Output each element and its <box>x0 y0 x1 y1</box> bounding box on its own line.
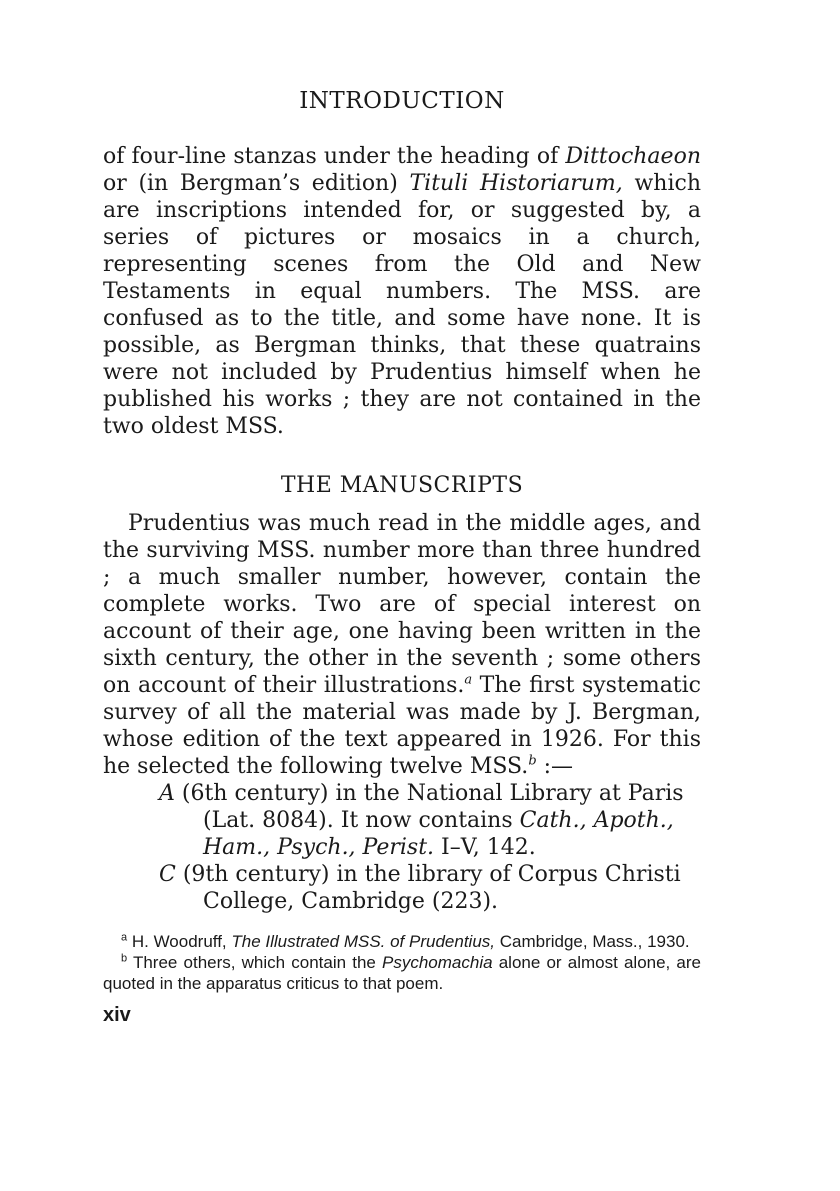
intro-text-2: or (in Bergman’s edition) <box>103 171 410 196</box>
intro-italic-1: Dittochaeon <box>565 144 701 169</box>
footnote-text-2: Cambridge, Mass., 1930. <box>495 932 690 951</box>
footnote-a <box>103 931 701 952</box>
manuscript-siglum: C <box>159 862 176 887</box>
manuscript-text-2: I–V, 142. <box>434 835 536 860</box>
page <box>103 86 701 1027</box>
footnote-ref-a[interactable]: a <box>464 672 473 688</box>
footnote-ref-b[interactable]: b <box>528 753 537 769</box>
manuscript-siglum: A <box>159 781 175 806</box>
intro-italic-2: Tituli Historiarum, <box>409 171 623 196</box>
manuscripts-text-3: :— <box>536 754 574 779</box>
footnote-text-1: H. Woodruff, <box>127 932 232 951</box>
footnote-italic: The Illustrated MSS. of Prudentius, <box>231 932 495 951</box>
manuscript-list <box>103 780 701 915</box>
footnotes <box>103 931 701 994</box>
manuscript-item <box>103 861 701 915</box>
footnote-italic: Psychomachia <box>382 953 493 972</box>
manuscript-text-1: (9th century) in the library of Corpus Christi College, Cambridge (223). <box>175 862 681 914</box>
intro-text-3: which are inscriptions intended for, or suggested by, a series of pictures or mosaics in a church, representing scenes from the Old and New Testaments in equal numbers. The MSS. are confused as to the title, and some have none. It is possible, as Bergman thinks, that these quatrains were not included by Prudentius himself when he published his works ; they are not contained in the two oldest MSS. <box>103 171 701 439</box>
intro-paragraph <box>103 143 701 440</box>
manuscript-works: Cath., Apoth., Ham., Psych., Perist. <box>203 808 674 860</box>
intro-text-1: of four-line stanzas under the heading of <box>103 144 566 169</box>
section-title: THE MANUSCRIPTS <box>280 473 524 498</box>
footnote-text-1: Three others, which contain the <box>127 953 383 972</box>
footnote-text-2: alone or almost alone, are quoted in the apparatus criticus to that poem. <box>103 953 701 993</box>
manuscripts-text-1: Prudentius was much read in the middle ages, and the surviving MSS. number more than three hundred ; a much smaller number, however, contain the complete works. Two are of special interest on account of their age, one having been written in the sixth century, the other in the seventh ; some others on account of their illustrations. <box>103 511 701 698</box>
manuscript-item <box>103 780 701 861</box>
manuscripts-text-2: The first systematic survey of all the material was made by J. Bergman, whose edition of the text appeared in 1926. For this he selected the following twelve MSS. <box>103 673 702 779</box>
footnote-b <box>103 952 701 994</box>
footnote-mark: b <box>121 952 128 965</box>
footnote-mark: a <box>121 931 128 944</box>
running-head: INTRODUCTION <box>299 88 505 114</box>
manuscripts-paragraph <box>103 510 701 780</box>
manuscript-text-1: (6th century) in the National Library at Paris (Lat. 8084). It now contains <box>174 781 684 833</box>
page-number: xiv <box>103 1004 131 1026</box>
